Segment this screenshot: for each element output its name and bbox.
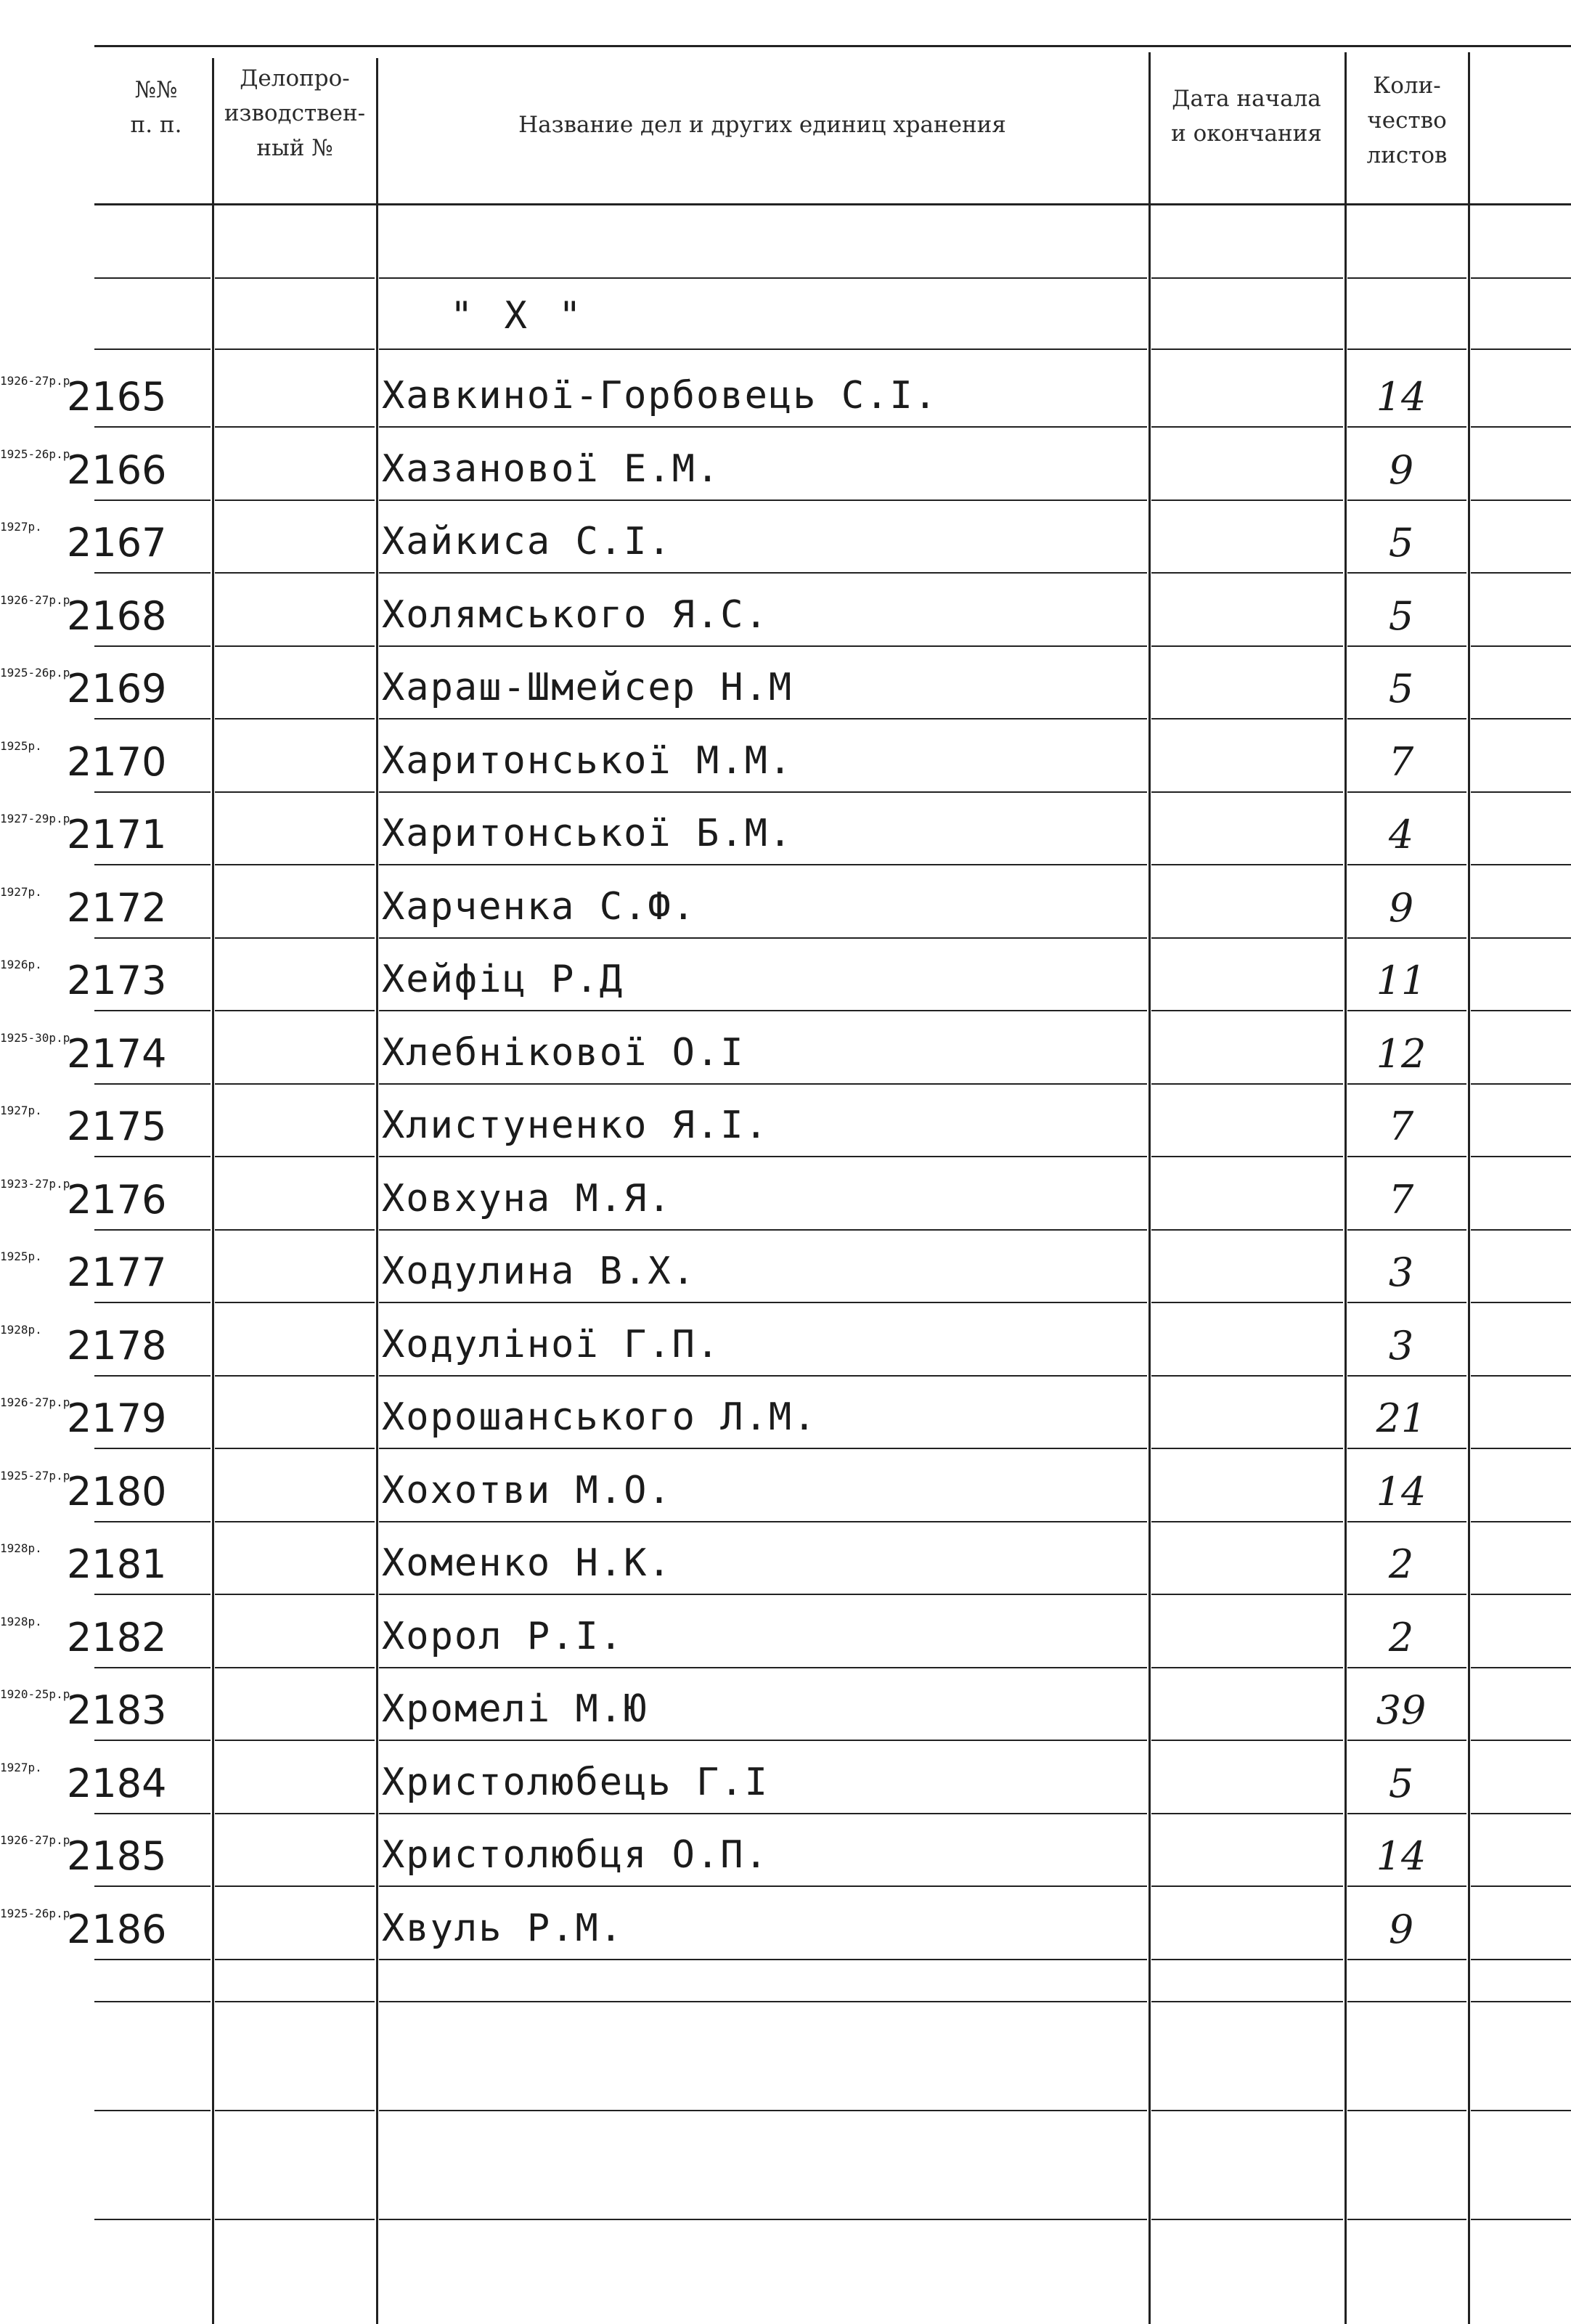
entry-sheet-count: 14 [1376,374,1427,420]
row-rule [1471,348,1571,350]
row-rule [1151,1885,1343,1887]
row-rule [1471,572,1571,574]
row-rule [215,1885,375,1887]
row-rule [94,1740,211,1741]
row-rule [215,1813,375,1814]
entry-dates: 1926-27р.р. [0,374,77,388]
row-rule [379,1229,1147,1231]
header-title: Название дел и других единиц хранения [518,112,1006,138]
entry-sheet-count: 7 [1388,739,1414,785]
row-rule [94,1229,211,1231]
row-rule [94,348,211,350]
row-rule [1471,1156,1571,1157]
row-rule [1347,937,1466,939]
entry-number: 2173 [67,958,167,1003]
header-sheets: Коли- чество листов [1366,73,1448,168]
row-rule [1471,1083,1571,1085]
row-rule [1151,500,1343,501]
row-rule [215,2110,375,2111]
row-rule [1151,1010,1343,1011]
row-rule [1151,1302,1343,1303]
entry-name: Хвуль Р.М. [382,1907,624,1950]
row-rule [1471,277,1571,279]
row-rule [94,2001,211,2002]
row-rule [1347,1010,1466,1011]
entry-number: 2183 [67,1687,167,1733]
section-letter: " Х " [450,294,586,338]
row-rule [1471,1521,1571,1522]
row-rule [1347,2001,1466,2002]
entry-number: 2170 [67,739,167,785]
entry-sheet-count: 9 [1388,885,1414,931]
row-rule [94,864,211,865]
row-rule [94,1448,211,1449]
row-rule [379,1740,1147,1741]
row-rule [1151,1594,1343,1595]
row-rule [94,2219,211,2220]
row-rule [379,426,1147,428]
row-rule [215,572,375,574]
entry-number: 2166 [67,447,167,493]
entry-number: 2165 [67,374,167,420]
row-rule [1151,1156,1343,1157]
entry-number: 2182 [67,1615,167,1660]
entry-dates: 1920-25р.р. [0,1687,77,1701]
entry-dates: 1925-26р.р. [0,447,77,461]
row-rule [1151,572,1343,574]
entry-dates: 1927р. [0,885,42,899]
row-rule [1347,2219,1466,2220]
entry-sheet-count: 12 [1376,1031,1427,1077]
row-rule [379,1959,1147,1960]
row-rule [1151,1740,1343,1741]
entry-sheet-count: 39 [1376,1687,1427,1733]
entry-dates: 1926-27р.р. [0,593,77,607]
row-rule [1151,1375,1343,1377]
row-rule [94,426,211,428]
row-rule [379,500,1147,501]
row-rule [1471,426,1571,428]
row-rule [1347,1375,1466,1377]
row-rule [1347,1959,1466,1960]
row-rule [215,277,375,279]
row-rule [1347,1156,1466,1157]
entry-sheet-count: 5 [1388,1761,1414,1806]
row-rule [1151,1813,1343,1814]
row-rule [1151,426,1343,428]
entry-dates: 1926р. [0,958,42,971]
row-rule [94,1594,211,1595]
entry-sheet-count: 2 [1388,1615,1414,1660]
row-rule [215,1521,375,1522]
row-rule [379,1594,1147,1595]
entry-name: Хавкиної-Горбовець С.І. [382,374,939,417]
entry-sheet-count: 3 [1388,1249,1414,1295]
row-rule [94,791,211,793]
row-rule [1151,348,1343,350]
row-rule [215,2219,375,2220]
row-rule [1347,277,1466,279]
row-rule [1347,1448,1466,1449]
entry-dates: 1925-30р.р. [0,1031,77,1045]
entry-name: Харитонської Б.М. [382,812,793,855]
row-rule [379,277,1147,279]
row-rule [94,1959,211,1960]
entry-name: Хорошанського Л.М. [382,1395,817,1439]
row-rule [1471,1375,1571,1377]
row-rule [379,1375,1147,1377]
row-rule [215,645,375,647]
entry-dates: 1928р. [0,1541,42,1555]
row-rule [215,1740,375,1741]
entry-name: Хохотви М.О. [382,1469,672,1512]
row-rule [1347,572,1466,574]
entry-dates: 1927-29р.р. [0,812,77,825]
entry-number: 2184 [67,1761,167,1806]
row-rule [94,1521,211,1522]
row-rule [215,1083,375,1085]
entry-dates: 1926-27р.р. [0,1395,77,1409]
entry-number: 2176 [67,1177,167,1223]
row-rule [1151,937,1343,939]
column-divider-1 [212,58,214,2324]
entry-number: 2174 [67,1031,167,1077]
entry-name: Хромелі М.Ю [382,1687,648,1731]
row-rule [215,1448,375,1449]
row-rule [1347,1813,1466,1814]
row-rule [379,572,1147,574]
row-rule [1347,1521,1466,1522]
entry-name: Хлистуненко Я.І. [382,1104,769,1147]
row-rule [1471,864,1571,865]
entry-dates: 1925-26р.р. [0,666,77,680]
entry-number: 2169 [67,666,167,712]
entry-dates: 1927р. [0,520,42,534]
row-rule [1151,1448,1343,1449]
row-rule [1471,1594,1571,1595]
entry-number: 2171 [67,812,167,857]
row-rule [215,1594,375,1595]
row-rule [215,1156,375,1157]
row-rule [94,1083,211,1085]
column-divider-4 [1344,52,1347,2324]
row-rule [215,426,375,428]
row-rule [1471,2001,1571,2002]
entry-sheet-count: 7 [1388,1177,1414,1223]
entry-dates: 1925-27р.р. [0,1469,77,1483]
row-rule [379,791,1147,793]
entry-sheet-count: 5 [1388,520,1414,566]
entry-dates: 1926-27р.р. [0,1833,77,1847]
row-rule [379,645,1147,647]
row-rule [94,500,211,501]
entry-name: Христолюбця О.П. [382,1833,769,1877]
row-rule [1471,937,1571,939]
top-border [94,45,1571,47]
entry-number: 2178 [67,1323,167,1369]
row-rule [1347,1594,1466,1595]
row-rule [94,1010,211,1011]
row-rule [1151,1083,1343,1085]
row-rule [379,1083,1147,1085]
entry-number: 2179 [67,1395,167,1441]
row-rule [215,1229,375,1231]
entry-number: 2181 [67,1541,167,1587]
row-rule [94,1302,211,1303]
row-rule [1347,1229,1466,1231]
row-rule [379,1521,1147,1522]
row-rule [1347,1083,1466,1085]
entry-name: Хорол Р.І. [382,1615,624,1658]
row-rule [379,2001,1147,2002]
row-rule [1471,2219,1571,2220]
row-rule [94,1813,211,1814]
entry-name: Холямського Я.С. [382,593,769,637]
entry-name: Харченка С.Ф. [382,885,696,929]
row-rule [1347,426,1466,428]
row-rule [1471,1010,1571,1011]
entry-name: Хлебнікової О.І [382,1031,745,1075]
row-rule [1347,718,1466,719]
row-rule [379,718,1147,719]
row-rule [379,1156,1147,1157]
row-rule [94,645,211,647]
row-rule [1151,645,1343,647]
column-divider-2 [376,58,378,2324]
row-rule [379,1813,1147,1814]
row-rule [94,1667,211,1668]
row-rule [215,937,375,939]
row-rule [1471,1229,1571,1231]
entry-dates: 1925р. [0,739,42,753]
entry-sheet-count: 5 [1388,666,1414,712]
entry-name: Хазанової Е.М. [382,447,721,491]
row-rule [215,718,375,719]
entry-name: Хайкиса С.І. [382,520,672,563]
row-rule [1151,2110,1343,2111]
entry-sheet-count: 3 [1388,1323,1414,1369]
entry-name: Христолюбець Г.І [382,1761,769,1804]
row-rule [1347,2110,1466,2111]
row-rule [1471,791,1571,793]
row-rule [215,791,375,793]
row-rule [215,1375,375,1377]
row-rule [215,348,375,350]
row-rule [1151,1959,1343,1960]
entry-number: 2168 [67,593,167,639]
row-rule [1151,1667,1343,1668]
entry-number: 2186 [67,1907,167,1952]
entry-number: 2185 [67,1833,167,1879]
row-rule [215,864,375,865]
entry-number: 2175 [67,1104,167,1149]
row-rule [215,1302,375,1303]
entry-name: Хейфіц Р.Д [382,958,624,1001]
entry-dates: 1925р. [0,1249,42,1263]
entry-sheet-count: 5 [1388,593,1414,639]
entry-sheet-count: 21 [1376,1395,1427,1441]
header-number: №№ п. п. [130,77,182,138]
row-rule [94,572,211,574]
row-rule [1347,1667,1466,1668]
header-bottom-border [94,203,1571,205]
row-rule [94,1885,211,1887]
row-rule [379,1448,1147,1449]
row-rule [215,1010,375,1011]
entry-name: Ховхуна М.Я. [382,1177,672,1220]
row-rule [1471,718,1571,719]
row-rule [94,1375,211,1377]
row-rule [94,2110,211,2111]
row-rule [379,1885,1147,1887]
row-rule [1151,864,1343,865]
entry-sheet-count: 9 [1388,447,1414,493]
row-rule [1347,645,1466,647]
entry-name: Хоменко Н.К. [382,1541,672,1585]
row-rule [1151,1521,1343,1522]
entry-dates: 1928р. [0,1615,42,1628]
entry-sheet-count: 2 [1388,1541,1414,1587]
row-rule [94,937,211,939]
row-rule [1347,1885,1466,1887]
row-rule [1471,1448,1571,1449]
row-rule [1347,791,1466,793]
row-rule [1471,645,1571,647]
row-rule [1151,791,1343,793]
entry-number: 2172 [67,885,167,931]
entry-sheet-count: 14 [1376,1833,1427,1879]
row-rule [1151,718,1343,719]
row-rule [1471,1813,1571,1814]
entry-sheet-count: 9 [1388,1907,1414,1952]
row-rule [94,718,211,719]
row-rule [1471,1740,1571,1741]
entry-name: Харитонської М.М. [382,739,793,783]
row-rule [1151,1229,1343,1231]
row-rule [1471,500,1571,501]
entry-number: 2167 [67,520,167,566]
row-rule [1347,864,1466,865]
row-rule [379,2219,1147,2220]
row-rule [1471,2110,1571,2111]
entry-name: Ходулина В.Х. [382,1249,696,1293]
entry-sheet-count: 7 [1388,1104,1414,1149]
row-rule [94,1156,211,1157]
entry-number: 2177 [67,1249,167,1295]
entry-dates: 1927р. [0,1104,42,1117]
row-rule [379,2110,1147,2111]
row-rule [379,1010,1147,1011]
entry-name: Ходуліної Г.П. [382,1323,721,1366]
row-rule [1471,1302,1571,1303]
row-rule [379,937,1147,939]
entry-sheet-count: 14 [1376,1469,1427,1514]
row-rule [1471,1959,1571,1960]
row-rule [379,348,1147,350]
row-rule [1347,1740,1466,1741]
row-rule [94,277,211,279]
row-rule [379,1667,1147,1668]
row-rule [215,2001,375,2002]
header-office-number: Делопро- изводствен- ный № [224,65,366,161]
entry-dates: 1928р. [0,1323,42,1337]
row-rule [379,1302,1147,1303]
row-rule [1471,1885,1571,1887]
row-rule [379,864,1147,865]
entry-sheet-count: 4 [1388,812,1414,857]
entry-dates: 1923-27р.р. [0,1177,77,1191]
row-rule [215,1959,375,1960]
row-rule [1347,348,1466,350]
column-divider-3 [1148,52,1151,2324]
row-rule [1347,1302,1466,1303]
row-rule [1151,2001,1343,2002]
entry-dates: 1925-26р.р. [0,1907,77,1920]
row-rule [1151,277,1343,279]
entry-number: 2180 [67,1469,167,1514]
header-dates: Дата начала и окончания [1171,86,1322,147]
column-divider-5 [1468,52,1470,2324]
row-rule [215,1667,375,1668]
entry-name: Хараш-Шмейсер Н.М [382,666,793,709]
row-rule [1471,1667,1571,1668]
entry-dates: 1927р. [0,1761,42,1774]
row-rule [1347,500,1466,501]
row-rule [215,500,375,501]
entry-sheet-count: 11 [1376,958,1427,1003]
row-rule [1151,2219,1343,2220]
